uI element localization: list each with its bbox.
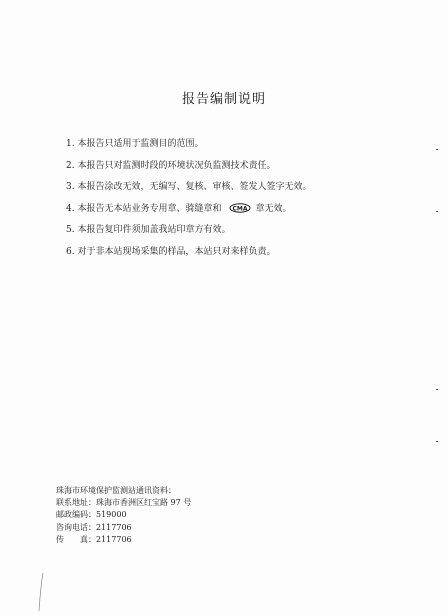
contact-block bbox=[56, 485, 191, 546]
page-title: 报告编制说明 bbox=[181, 92, 266, 107]
note-item-4 bbox=[66, 203, 311, 225]
cma-logo-text: CMA bbox=[232, 205, 248, 213]
note-item-4-suffix: 章无效。 bbox=[255, 203, 292, 214]
contact-address: 联系地址：珠海市香洲区红宝路 97 号 bbox=[56, 498, 192, 508]
note-item-2: 2. 本报告只对监测时段的环境状况负监测技术责任。 bbox=[66, 160, 276, 171]
note-item-3: 3. 本报告涂改无效，无编写、复核、审核、签发人签字无效。 bbox=[66, 182, 312, 193]
contact-phone: 咨询电话：2117706 bbox=[56, 522, 132, 532]
cma-logo-icon bbox=[229, 203, 251, 213]
scan-mark bbox=[436, 149, 438, 150]
scan-mark bbox=[436, 441, 438, 442]
contact-heading: 珠海市环境保护监测站通讯资料： bbox=[56, 486, 176, 495]
notes-list bbox=[66, 138, 311, 268]
note-item-5: 5. 本报告复印件须加盖我站印章方有效。 bbox=[66, 225, 231, 236]
scan-mark bbox=[436, 211, 438, 212]
contact-postcode: 邮政编码：519000 bbox=[56, 510, 127, 520]
contact-fax: 传 真：2117706 bbox=[56, 534, 132, 544]
scan-artifact-line bbox=[38, 572, 46, 612]
note-item-6: 6. 对于非本站现场采集的样品，本站只对来样负责。 bbox=[66, 246, 276, 257]
scan-mark bbox=[436, 389, 438, 390]
note-item-4-text: 4. 本报告无本站业务专用章、骑缝章和 bbox=[66, 203, 222, 214]
note-item-1: 1. 本报告只适用于监测目的范围。 bbox=[66, 139, 204, 149]
